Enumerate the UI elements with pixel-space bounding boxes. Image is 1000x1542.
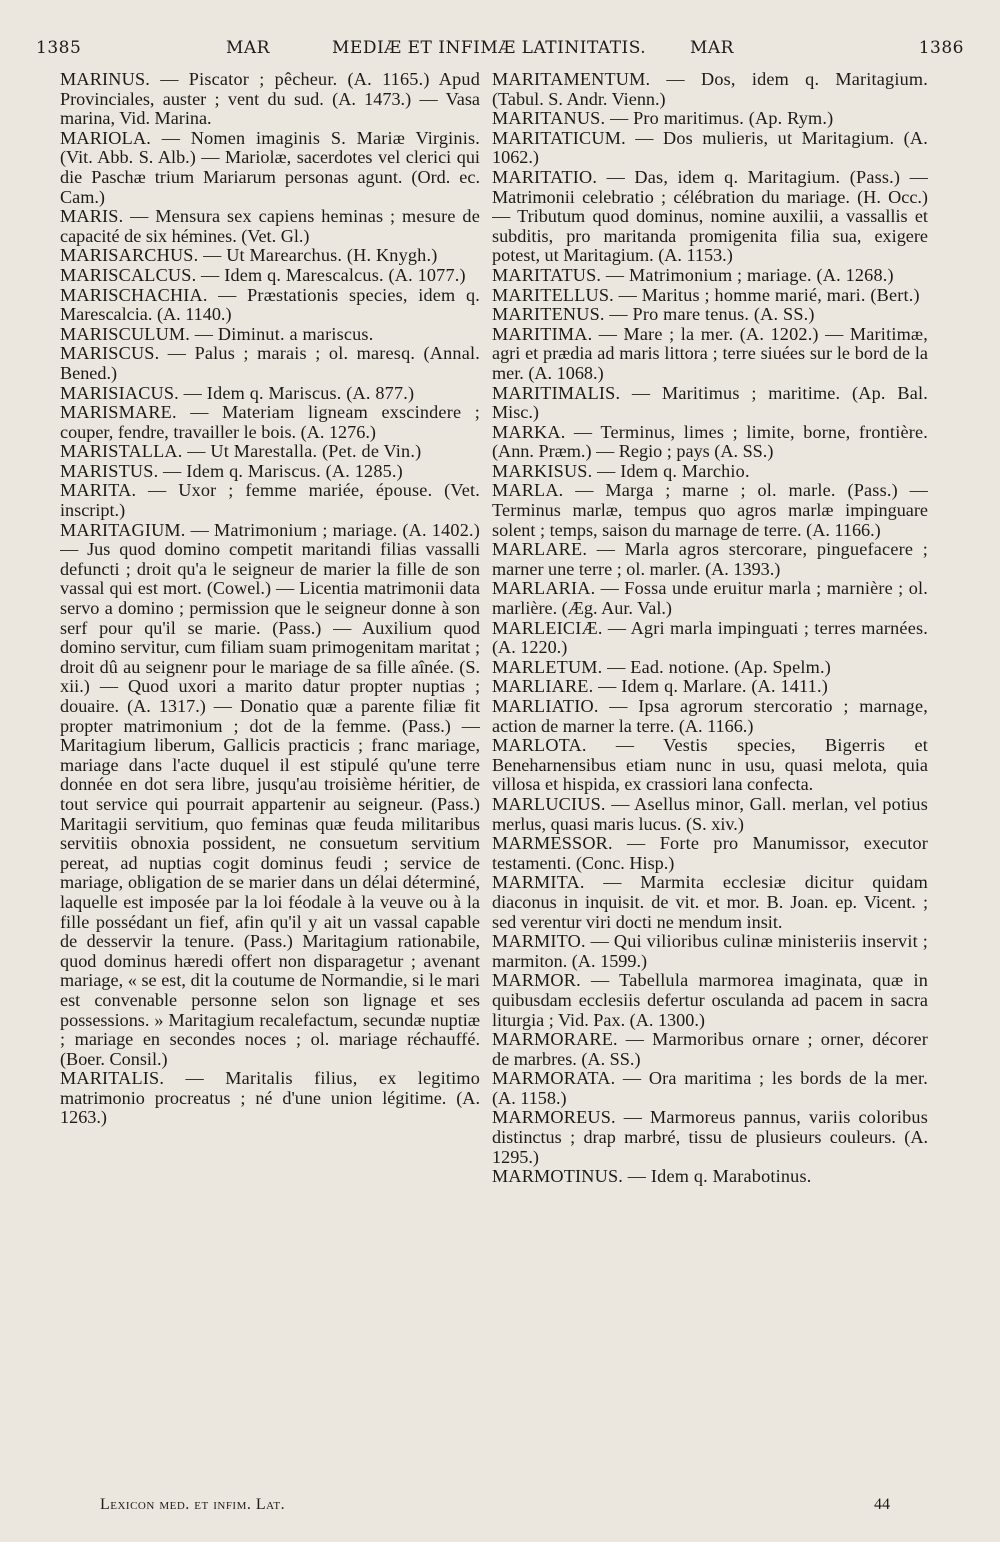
dictionary-entry: MARISIACUS. — Idem q. Mariscus. (A. 877.) bbox=[60, 382, 415, 403]
dictionary-entry: MARISTUS. — Idem q. Mariscus. (A. 1285.) bbox=[60, 460, 403, 481]
dictionary-entry: MARISMARE. — Materiam ligneam exscindere ; couper, fendre, travailler le bois. (A. 1276.) bbox=[60, 402, 480, 442]
dictionary-entry: MARITA. — Uxor ; femme mariée, épouse. (Vet. inscript.) bbox=[60, 480, 480, 521]
dictionary-entry: MARISTALLA. — Ut Marestalla. (Pet. de Vin.) bbox=[60, 441, 422, 462]
dictionary-entry: MARINUS. — Piscator ; pêcheur. (A. 1165.) Apud Provinciales, auster ; vent du sud. (A. 1473.) — Vasa marina, Vid. Marina. bbox=[60, 70, 480, 129]
dictionary-entry: MARLARIA. — Fossa unde eruitur marla ; marnière ; ol. marlière. (Æg. Aur. Val.) bbox=[492, 578, 928, 619]
dictionary-entry: MARKISUS. — Idem q. Marchio. bbox=[492, 460, 750, 481]
right-page-number: 1386 bbox=[918, 38, 964, 58]
dictionary-entry: MARMESSOR. — Forte pro Manumissor, executor testamenti. (Conc. Hisp.) bbox=[492, 833, 928, 873]
dictionary-entry: MARITATIO. — Das, idem q. Maritagium. (Pass.) — Matrimonii celebratio ; célébration du mariage. (H. Occ.) — Tributum quod dominus, nomine auxilii, a vassallis et subditis, pro maritanda promigenita filia sua, exigere potest, ut Maritagium. (A. 1153.) bbox=[492, 166, 928, 266]
footer-sheet-number: 44 bbox=[874, 1496, 890, 1513]
dictionary-entry: MARMITO. — Qui vilioribus culinæ ministeriis inservit ; marmiton. (A. 1599.) bbox=[492, 931, 928, 971]
dictionary-entry: MARITIMALIS. — Maritimus ; maritime. (Ap. Bal. Misc.) bbox=[492, 382, 928, 423]
dictionary-entry: MARISCUS. — Palus ; marais ; ol. maresq. (Annal. Bened.) bbox=[60, 343, 480, 383]
dictionary-entry: MARLEICIÆ. — Agri marla impinguati ; terres marnées. (A. 1220.) bbox=[492, 617, 928, 658]
left-column bbox=[60, 70, 480, 1490]
dictionary-entry: MARITALIS. — Maritalis filius, ex legitimo matrimonio procreatus ; né d'une union légitime. (A. 1263.) bbox=[60, 1068, 480, 1128]
left-running-word: MAR bbox=[226, 38, 270, 58]
dictionary-entry: MARLUCIUS. — Asellus minor, Gall. merlan, vel potius merlus, quasi maris lucus. (S. xiv.) bbox=[492, 793, 928, 834]
dictionary-entry: MARISCULUM. — Diminut. a mariscus. bbox=[60, 323, 374, 344]
right-running-word: MAR bbox=[690, 38, 734, 58]
dictionary-entry: MARMORARE. — Marmoribus ornare ; orner, décorer de marbres. (A. SS.) bbox=[492, 1029, 928, 1069]
dictionary-entry: MARITANUS. — Pro maritimus. (Ap. Rym.) bbox=[492, 108, 834, 129]
dictionary-entry: MARIOLA. — Nomen imaginis S. Mariæ Virginis. (Vit. Abb. S. Alb.) — Mariolæ, sacerdotes vel clerici qui die Paschæ trium Mariarum personas agunt. (Ord. ec. Cam.) bbox=[60, 127, 480, 207]
dictionary-entry: MARISCALCUS. — Idem q. Marescalcus. (A. 1077.) bbox=[60, 264, 466, 285]
right-column bbox=[492, 70, 928, 1490]
dictionary-entry: MARMITA. — Marmita ecclesiæ dicitur quidam diaconus in inquisit. de vit. et mor. B. Joan. ep. Vicent. ; sed verentur viri docti ne mendum insit. bbox=[492, 872, 928, 932]
dictionary-entry: MARKA. — Terminus, limes ; limite, borne, frontière. (Ann. Præm.) — Regio ; pays (A. SS.) bbox=[492, 421, 928, 462]
dictionary-entry: MARITENUS. — Pro mare tenus. (A. SS.) bbox=[492, 304, 815, 325]
dictionary-entry: MARITAGIUM. — Matrimonium ; mariage. (A. 1402.) — Jus quod domino competit maritandi filias vassalli defuncti ; droit qu'a le seigneur de marier la fille de son vassal qui est mort. (Cowel.) — Licentia matrimonii data servo a domino ; permission que le seigneur donne à son serf pour qu'il se marie. (Pass.) — Auxilium quod domino servitur, cum filiam suam primogenitam maritat ; droit dû au seignenr pour le mariage de sa fille aînée. (S. xii.) — Quod uxori a marito datur propter nuptias ; douaire. (A. 1317.) — Donatio quæ a parente filiæ fit propter matrimonium ; dot de la femme. (Pass.) — Maritagium liberum, Gallicis practicis ; franc mariage, mariage dans l'acte duquel il est stipulé qu'une terre donnée en dot sera libre, jusqu'au troisième héritier, de tout service qui pourrait appartenir au seigneur. (Pass.) Maritagii servitium, quo feminas quæ feuda militaribus servitiis obnoxia possident, ne consuetum servitium pereat, ad nuptias cogit dominus feudi ; service de mariage, obligation de se marier dans un délai déterminé, laquelle est imposée par la loi féodale à la veuve ou à la fille possédant un fief, afin qu'il y ait un vassal capable de desservir la tenure. (Pass.) Maritagium rationabile, quod dominus hæredi offert non disparagetur ; avenant mariage, « se est, dit la coutume de Normandie, si le mari est convenable personne selon son lignage et ses possessions. » Maritagium recalefactum, secundæ nuptiæ ; mariage en secondes noces ; ol. mariage réchauffé. (Boer. Consil.) bbox=[60, 519, 480, 1069]
dictionary-entry: MARMORATA. — Ora maritima ; les bords de la mer. (A. 1158.) bbox=[492, 1068, 928, 1108]
running-header bbox=[36, 38, 964, 64]
dictionary-entry: MARISCHACHIA. — Præstationis species, idem q. Marescalcia. (A. 1140.) bbox=[60, 284, 480, 325]
dictionary-entry: MARMOR. — Tabellula marmorea imaginata, quæ in quibusdam ecclesiis defertur osculanda ad pacem in sacra liturgia ; Vid. Pax. (A. 1300.) bbox=[492, 970, 928, 1030]
dictionary-entry: MARMOTINUS. — Idem q. Marabotinus. bbox=[492, 1166, 812, 1187]
page-footer bbox=[0, 1496, 1000, 1520]
dictionary-entry: MARIS. — Mensura sex capiens heminas ; mesure de capacité de six hémines. (Vet. Gl.) bbox=[60, 206, 480, 246]
dictionary-entry: MARITATUS. — Matrimonium ; mariage. (A. 1268.) bbox=[492, 264, 894, 285]
left-page-number: 1385 bbox=[36, 38, 82, 58]
dictionary-entry: MARLA. — Marga ; marne ; ol. marle. (Pass.) — Terminus marlæ, tempus quo agros marlæ impinguare solent ; temps, saison du marnage de terre. (A. 1166.) bbox=[492, 480, 928, 540]
footer-signature: Lexicon med. et infim. Lat. bbox=[100, 1496, 286, 1513]
dictionary-entry: MARLIATIO. — Ipsa agrorum stercoratio ; marnage, action de marner la terre. (A. 1166.) bbox=[492, 696, 928, 736]
dictionary-entry: MARISARCHUS. — Ut Marearchus. (H. Knygh.) bbox=[60, 245, 438, 266]
dictionary-entry: MARLOTA. — Vestis species, Bigerris et Beneharnensibus etiam nunc in usu, quasi melota, quia villosa et hispida, ex crassiori lana confecta. bbox=[492, 735, 928, 795]
dictionary-entry: MARMOREUS. — Marmoreus pannus, variis coloribus distinctus ; drap marbré, tissu de plusieurs couleurs. (A. 1295.) bbox=[492, 1107, 928, 1167]
dictionary-entry: MARITATICUM. — Dos mulieris, ut Maritagium. (A. 1062.) bbox=[492, 127, 928, 168]
dictionary-entry: MARLARE. — Marla agros stercorare, pinguefacere ; marner une terre ; ol. marler. (A. 1393.) bbox=[492, 539, 928, 579]
dictionary-entry: MARLIARE. — Idem q. Marlare. (A. 1411.) bbox=[492, 676, 828, 697]
running-title: MEDIÆ ET INFIMÆ LATINITATIS. bbox=[332, 38, 647, 58]
dictionary-entry: MARITAMENTUM. — Dos, idem q. Maritagium. (Tabul. S. Andr. Vienn.) bbox=[492, 70, 928, 109]
dictionary-entry: MARITIMA. — Mare ; la mer. (A. 1202.) — Maritimæ, agri et prædia ad maris littora ; terre siuées sur le bord de la mer. (A. 1068.) bbox=[492, 323, 928, 383]
dictionary-entry: MARLETUM. — Ead. notione. (Ap. Spelm.) bbox=[492, 656, 831, 677]
dictionary-entry: MARITELLUS. — Maritus ; homme marié, mari. (Bert.) bbox=[492, 284, 920, 305]
